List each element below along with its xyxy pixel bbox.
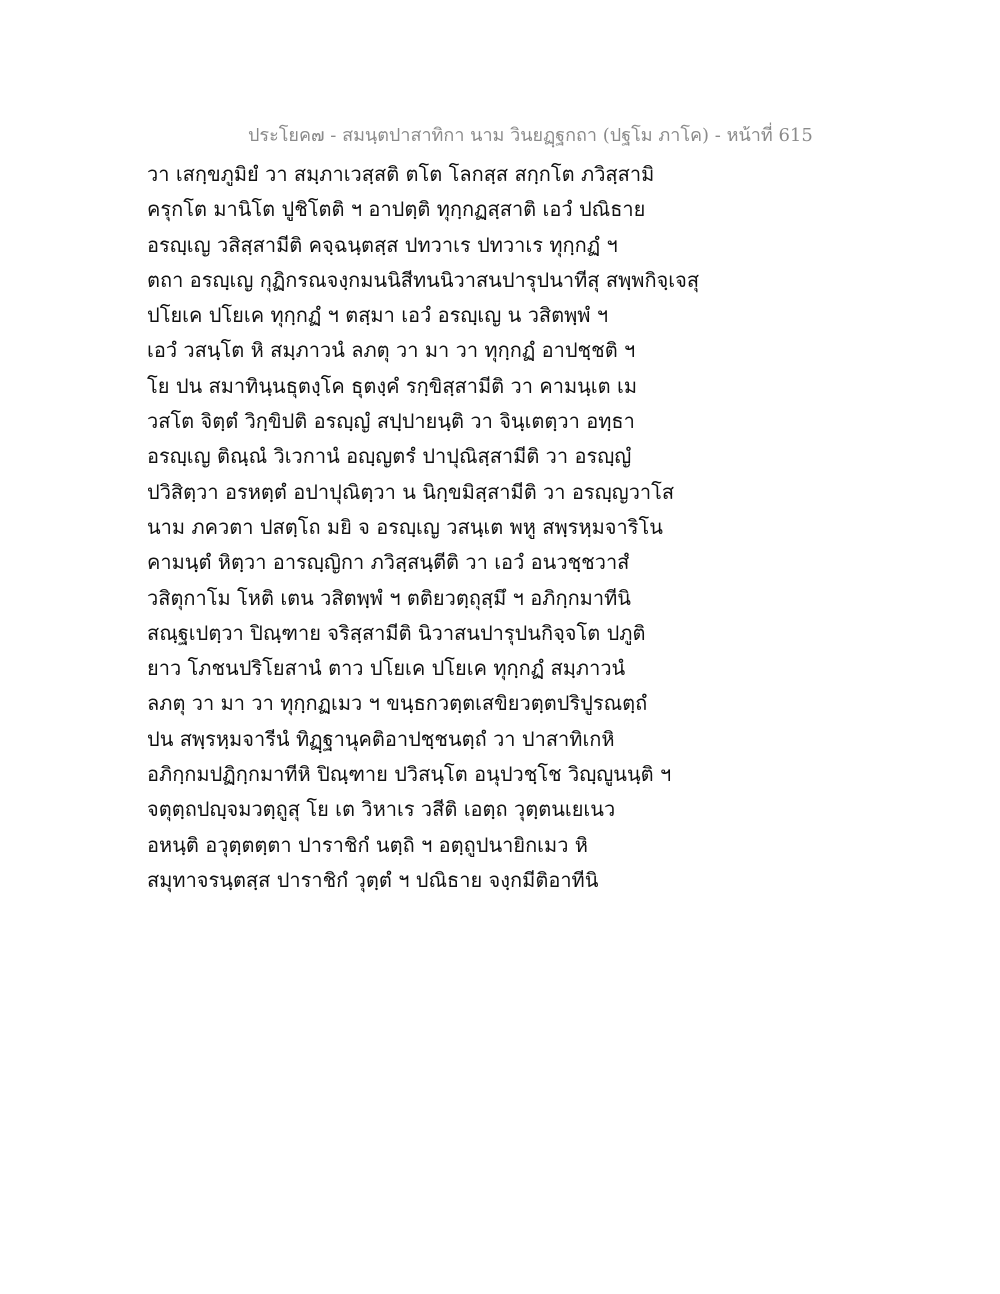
text-line: วา เสกฺขภูมิยํ วา สมฺภาเวสฺสติ ตโต โลกสฺส สกฺกโต ภวิสฺสามิ <box>147 162 655 186</box>
text-line: ตถา อรญฺเญ กุฏิกรณจงฺกมนนิสีทนนิวาสนปารุปนาทีสุ สพฺพกิจฺเจสุ <box>147 267 700 292</box>
text-line: วสโต จิตฺตํ วิกฺขิปติ อรญฺญํ สปฺปายนฺติ วา จินฺเตตฺวา อทฺธา <box>147 409 635 434</box>
text-line: ปวิสิตฺวา อรหตฺตํ อปาปุณิตฺวา น นิกฺขมิสฺสามีติ วา อรญฺญวาโส <box>147 479 675 504</box>
running-header: ประโยค๗ - สมนฺตปาสาทิกา นาม วินยฏฺฐกถา (ปฐโม ภาโค) - หน้าที่ 615 <box>248 125 813 146</box>
text-line: อภิกฺกมปฏิกฺกมาทีหิ ปิณฺฑาย ปวิสนฺโต อนุปวชฺโช วิญฺญูนนฺติ ฯ <box>147 762 672 787</box>
text-line: ลภตุ วา มา วา ทุกฺกฏเมว ฯ ขนฺธกวตฺตเสขิยวตฺตปริปูรณตฺถํ <box>147 691 648 716</box>
text-line: วสิตุกาโม โหติ เตน วสิตพฺพํ ฯ ตติยวตฺถุสฺมึ ฯ อภิกฺกมาทีนิ <box>147 585 631 610</box>
text-line: ยาว โภชนปริโยสานํ ตาว ปโยเค ปโยเค ทุกฺกฏํ สมฺภาวนํ <box>147 656 626 681</box>
text-line: ปน สพฺรหฺมจารีนํ ทิฏฺฐานุคติอาปชฺชนตฺถํ วา ปาสาทิเกหิ <box>147 726 615 751</box>
body-text <box>147 157 707 898</box>
text-line: อหนฺติ อวุตฺตตฺตา ปาราชิกํ นตฺถิ ฯ อตฺถูปนายิกเมว หิ <box>147 832 588 857</box>
text-line: อรญฺเญ วสิสฺสามีติ คจฺฉนฺตสฺส ปทวาเร ปทวาเร ทุกฺกฏํ ฯ <box>147 232 618 257</box>
text-line: โย ปน สมาทินฺนธุตงฺโค ธุตงฺคํ รกฺขิสฺสามีติ วา คามนฺเต เม <box>147 373 638 398</box>
text-line: สณฺฐเปตฺวา ปิณฺฑาย จริสฺสามีติ นิวาสนปารุปนกิจฺจโต ปภูติ <box>147 620 646 645</box>
text-line: ครุกโต มานิโต ปูชิโตติ ฯ อาปตฺติ ทุกฺกฏสฺสาติ เอวํ ปณิธาย <box>147 197 646 222</box>
text-line: อรญฺเญ ติณฺณํ วิเวกานํ อญฺญตรํ ปาปุณิสฺสามีติ วา อรญฺญํ <box>147 444 632 469</box>
text-line: จตุตฺถปญฺจมวตฺถูสุ โย เต วิหาเร วสีติ เอตฺถ วุตฺตนเยเนว <box>147 797 616 822</box>
text-line: นาม ภควตา ปสตฺโถ มยิ จ อรญฺเญ วสนฺเต พหู สพฺรหฺมจาริโน <box>147 514 663 539</box>
text-line: เอวํ วสนฺโต หิ สมฺภาวนํ ลภตุ วา มา วา ทุกฺกฏํ อาปชฺชติ ฯ <box>147 338 636 363</box>
text-line: คามนฺตํ หิตฺวา อารญฺญิกา ภวิสฺสนฺตีติ วา เอวํ อนวชฺชวาสํ <box>147 550 630 575</box>
text-line: ปโยเค ปโยเค ทุกฺกฏํ ฯ ตสฺมา เอวํ อรญฺเญ น วสิตพฺพํ ฯ <box>147 303 609 328</box>
text-line: สมุทาจรนฺตสฺส ปาราชิกํ วุตฺตํ ฯ ปณิธาย จงฺกมีติอาทีนิ <box>147 867 599 892</box>
